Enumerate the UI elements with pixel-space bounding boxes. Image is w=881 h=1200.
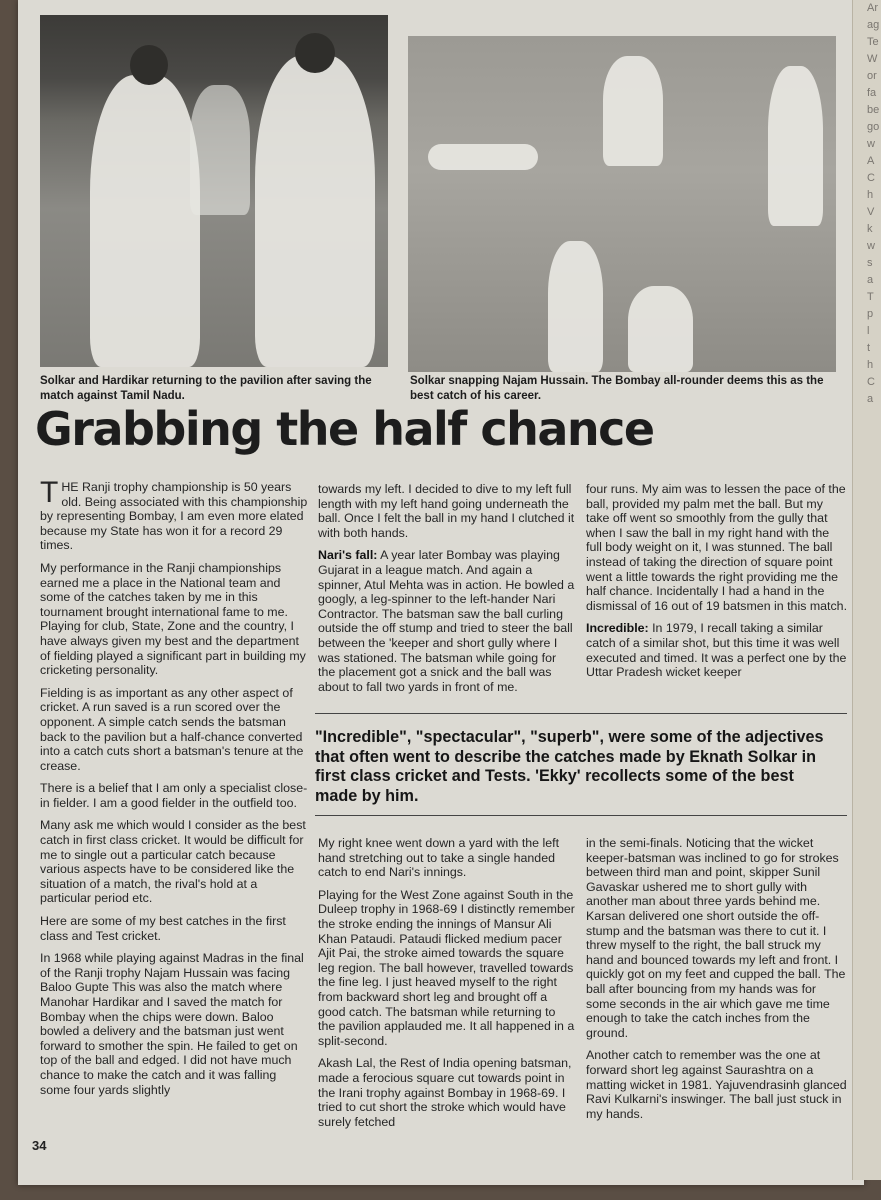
next-page-fragments	[853, 0, 881, 408]
body-paragraph: My performance in the Ranji championships earned me a place in the National team and some of the catches taken by me in this tournament brought international fame to me. Playing for club, State, Zone and the country, I have always given my best and the department of fielding played a significant part in building my cricketing personality.	[40, 560, 306, 678]
column-2	[318, 482, 576, 702]
next-page-edge	[852, 0, 881, 1180]
next-page-text-fragment: p	[867, 308, 874, 320]
body-paragraph: Here are some of my best catches in the first class and Test cricket.	[40, 914, 286, 943]
body-paragraph: Many ask me which would I consider as the best catch in first class cricket. It would be difficult for me to single out a particular catch because various aspects have to be considered like the situation of a match, the rival's hold at a particular period etc.	[40, 818, 306, 906]
pull-quote: "Incredible", "spectacular", "superb", were some of the adjectives that often went to describe the catches made by Eknath Solkar in first class cricket and Tests. 'Ekky' recollects some of the best made by him.	[315, 728, 824, 805]
photo-caption-right: Solkar snapping Najam Hussain. The Bombay all-rounder deems this as the best catch of his career.	[410, 375, 824, 402]
body-paragraph: four runs. My aim was to lessen the pace of the ball, provided my palm met the ball. But my take off went so smoothly from the gully that when I saw the ball in my right hand with the full body weight on it, I was stunned. The ball instead of taking the direction of square point went a little towards the right providing me the half chance. Incidentally I had a hand in the dismissal of 16 out of 19 batsmen in this match.	[586, 482, 848, 613]
column-5	[586, 836, 848, 1129]
next-page-text-fragment: C	[867, 172, 875, 184]
body-paragraph: Playing for the West Zone against South in the Duleep trophy in 1968-69 I distinctly remember the stroke ending the innings of Mansur Ali Khan Pataudi. Pataudi flicked medium pacer Ajit Pai, the stroke aimed towards the square leg region. The ball however, travelled towards the fine leg. I just heaved myself to the right from backward short leg and brought off a good catch. The batsman while returning to the pavilion applauded me. It all happened in a split-second.	[318, 887, 575, 1048]
body-paragraph: Incredible: In 1979, I recall taking a similar catch of a similar shot, but this time it was well executed and timed. It was a perfect one by the Uttar Pradesh wicket keeper	[586, 621, 847, 680]
page-number: 34	[32, 1138, 47, 1153]
headline: Grabbing the half chance	[35, 402, 654, 456]
next-page-text-fragment: W	[867, 53, 878, 65]
next-page-text-fragment: T	[867, 291, 874, 303]
next-page-text-fragment: w	[867, 138, 875, 150]
next-page-text-fragment: Ar	[867, 2, 878, 14]
divider-bottom	[315, 815, 847, 816]
next-page-text-fragment: V	[867, 206, 875, 218]
next-page-text-fragment: ag	[867, 19, 880, 31]
body-paragraph: in the semi-finals. Noticing that the wicket keeper-batsman was inclined to go for strokes between third man and point, skipper Sunil Gavaskar ushered me to short gully with another man about three yards behind me. Karsan delivered one short outside the off-stump and the batsman was there to cut it. I threw myself to the right, the ball struck my hand and bounced towards my left and front. I quickly got on my feet and cupped the ball. The ball after bouncing from my hands was for some seconds in the air which gave me time enough to take the catch inches from the ground.	[586, 836, 846, 1040]
drop-cap: T	[40, 476, 59, 509]
next-page-text-fragment: C	[867, 376, 875, 388]
next-page-text-fragment: l	[867, 325, 870, 337]
next-page-text-fragment: k	[867, 223, 873, 235]
photo-solkar-hardikar	[40, 15, 388, 367]
photo-caption-left: Solkar and Hardikar returning to the pavilion after saving the match against Tamil Nadu.	[40, 375, 372, 402]
body-paragraph: In 1968 while playing against Madras in the final of the Ranji trophy Najam Hussain was facing Baloo Gupte This was also the match where Manohar Hardikar and I saved the match for Bombay when the chips were down. Baloo bowled a delivery and the batsman just went forward to smother the spin. He failed to get on top of the ball and edged. I did not have much chance to make the catch and it was falling some four yards slightly	[40, 951, 304, 1097]
body-paragraph: Akash Lal, the Rest of India opening batsman, made a ferocious square cut towards point in the Irani trophy against Bombay in 1968-69. I tried to cut short the stroke which would have surely fetched	[318, 1056, 572, 1129]
photo-solkar-catch	[408, 36, 836, 372]
column-1	[40, 476, 308, 1105]
next-page-text-fragment: h	[867, 359, 874, 371]
next-page-text-fragment: a	[867, 274, 874, 286]
column-4	[318, 836, 576, 1137]
column-3	[586, 482, 848, 688]
next-page-text-fragment: go	[867, 121, 880, 133]
next-page-text-fragment: fa	[867, 87, 877, 99]
body-paragraph: towards my left. I decided to dive to my left full length with my left hand going underneath the ball. Once I felt the ball in my hand I clutched it with both hands.	[318, 482, 575, 540]
next-page-text-fragment: be	[867, 104, 880, 116]
next-page-text-fragment: w	[867, 240, 875, 252]
next-page-text-fragment: h	[867, 189, 874, 201]
next-page-text-fragment: Te	[867, 36, 879, 48]
subhead-naris-fall: Nari's fall:	[318, 548, 378, 563]
next-page-text-fragment: or	[867, 70, 877, 82]
next-page-text-fragment: a	[867, 393, 874, 405]
intro-paragraph	[40, 476, 308, 553]
body-paragraph: There is a belief that I am only a specialist close-in fielder. I am a good fielder in the outfield too.	[40, 781, 308, 810]
next-page-text-fragment: A	[867, 155, 875, 167]
body-paragraph: Nari's fall: A year later Bombay was playing Gujarat in a league match. And again a spinner, Atul Mehta was in action. He bowled a googly, a leg-spinner to the left-hander Nari Contractor. The batsman saw the ball curling outside the off stump and tried to steer the ball between the 'keeper and short gully where I was stationed. The batsman while going for the placement got a snick and the ball was about to fall two yards in front of me.	[318, 548, 575, 694]
body-paragraph: Another catch to remember was the one at forward short leg against Saurashtra on a matting wicket in 1981. Yajuvendrasinh glanced Ravi Kulkarni's inswinger. The ball just stuck in my hands.	[586, 1048, 847, 1121]
next-page-text-fragment: s	[867, 257, 873, 269]
subhead-incredible: Incredible:	[586, 621, 649, 636]
body-paragraph: Fielding is as important as any other aspect of cricket. A run saved is a run scored over the opponent. A simple catch sends the batsman back to the pavilion but a half-chance converted into a catch cuts short a batsman's tenure at the crease.	[40, 685, 304, 773]
divider-top	[315, 713, 847, 714]
body-paragraph: My right knee went down a yard with the left hand stretching out to take a single handed catch to end Nari's innings.	[318, 836, 560, 880]
intro-text: HE Ranji trophy championship is 50 years old. Being associated with this championship by representing Bombay, I am even more elated because my State has won it for a record 29 times.	[40, 480, 308, 553]
next-page-text-fragment: t	[867, 342, 871, 354]
